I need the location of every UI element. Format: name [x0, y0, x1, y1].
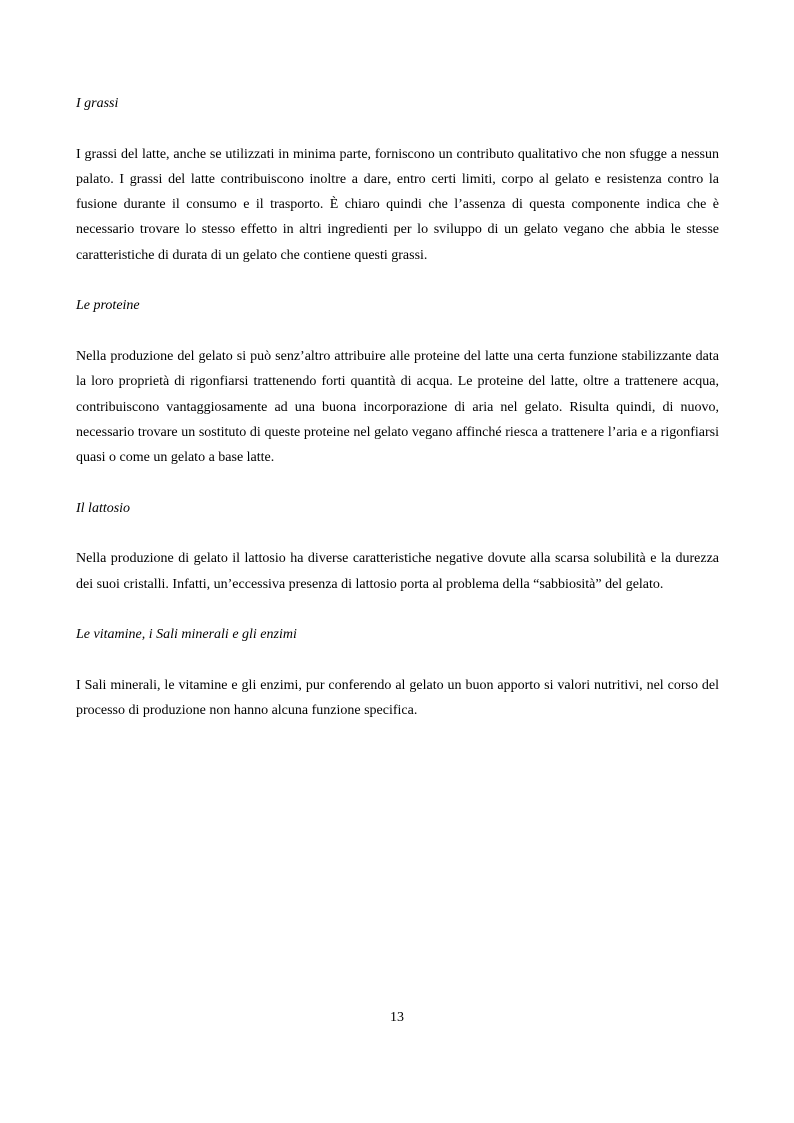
document-page — [76, 91, 719, 723]
spacer — [76, 597, 719, 622]
spacer — [76, 116, 719, 141]
section-body-lattosio: Nella produzione di gelato il lattosio ha diverse caratteristiche negative dovute alla scarsa solubilità e la durezza dei suoi cristalli. Infatti, un’eccessiva presenza di lattosio porta al problema della “sabbiosità” del gelato. — [76, 551, 719, 592]
spacer — [76, 470, 719, 495]
section-heading-grassi: I grassi — [76, 96, 119, 111]
spacer — [76, 648, 719, 673]
page-number: 13 — [390, 1010, 404, 1025]
spacer — [76, 521, 719, 546]
section-heading-lattosio: Il lattosio — [76, 500, 131, 516]
section-body-grassi: I grassi del latte, anche se utilizzati in minima parte, forniscono un contributo qualitativo che non sfugge a nessun palato. I grassi del latte contribuiscono inoltre a dare, entro certi limiti, corpo al gelato e resistenza contro la fusione durante il consumo e il trasporto. È chiaro quindi che l’assenza di questa componente indica che è necessario trovare lo stesso effetto in altri ingredienti per lo sviluppo di un gelato vegano che abbia le stesse caratteristiche di durata di un gelato che contiene questi grassi. — [76, 146, 719, 263]
spacer — [76, 319, 719, 344]
section-heading-proteine: Le proteine — [76, 298, 140, 314]
section-body-vitamine: I Sali minerali, le vitamine e gli enzimi, pur conferendo al gelato un buon apporto si valori nutritivi, nel corso del processo di produzione non hanno alcuna funzione specifica. — [76, 677, 719, 719]
section-heading-vitamine: Le vitamine, i Sali minerali e gli enzimi — [76, 627, 297, 643]
section-body-proteine: Nella produzione del gelato si può senz’altro attribuire alle proteine del latte una certa funzione stabilizzante data la loro proprietà di rigonfiarsi trattenendo forti quantità di acqua. Le proteine del latte, oltre a trattenere acqua, contribuiscono vantaggiosamente ad una buona incorporazione di aria nel gelato. Risulta quindi, di nuovo, necessario trovare un sostituto di queste proteine nel gelato vegano affinché riesca a trattenere l’aria e a rigonfiarsi quasi o come un gelato a base latte. — [76, 348, 719, 466]
spacer — [76, 268, 719, 293]
